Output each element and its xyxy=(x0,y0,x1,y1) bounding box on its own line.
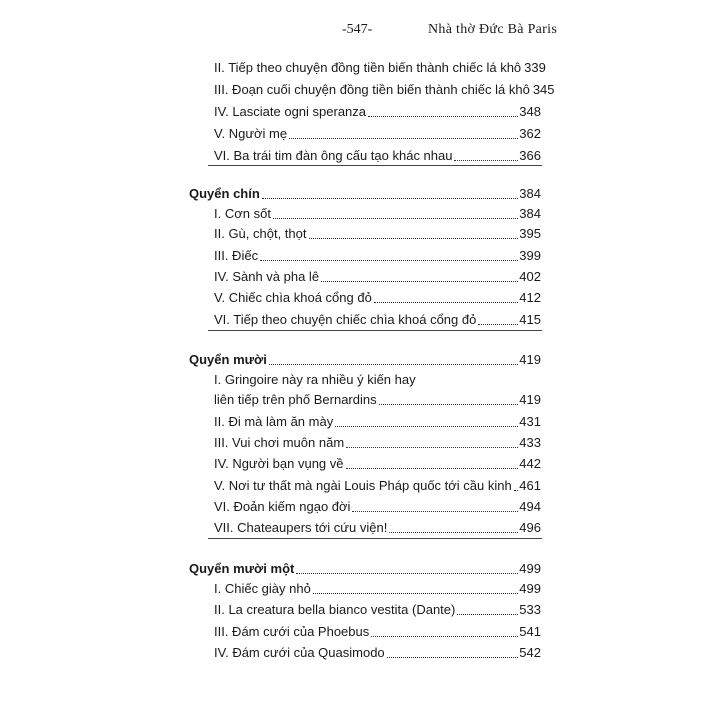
toc-entry xyxy=(214,54,546,76)
toc-entry-title: II. La creatura bella bianco vestita (Dante) xyxy=(214,602,456,617)
toc-entry xyxy=(214,284,541,306)
toc-entry-title: I. Cơn sốt xyxy=(214,206,271,221)
book-page: 419 xyxy=(519,352,541,367)
toc-entry-title: IV. Sành và pha lê xyxy=(214,269,320,284)
toc-entry-page: 419 xyxy=(519,392,541,407)
toc-entry xyxy=(214,120,541,142)
book-page: 499 xyxy=(519,561,541,576)
toc-entry-page: 362 xyxy=(519,126,541,141)
toc-entry xyxy=(214,639,541,661)
toc-entry-page: 415 xyxy=(519,312,541,327)
toc-entry xyxy=(214,493,541,515)
leader-dots xyxy=(273,217,518,219)
book-title: Quyển mười một xyxy=(189,561,295,576)
toc-entry-page: 402 xyxy=(519,269,541,284)
page-number: -547- xyxy=(342,22,373,37)
leader-dots xyxy=(387,656,519,658)
toc-entry-title: II. Đi mà làm ăn mày xyxy=(214,414,334,429)
toc-entry-title: VII. Chateaupers tới cứu viện! xyxy=(214,520,388,535)
toc-entry xyxy=(214,575,541,597)
toc-entry-title: III. Vui chơi muôn năm xyxy=(214,435,345,450)
leader-dots xyxy=(296,572,518,574)
toc-entry-title: IV. Người bạn vụng về xyxy=(214,456,344,471)
toc-entry xyxy=(214,596,541,618)
leader-dots xyxy=(313,592,518,594)
toc-entry xyxy=(214,220,541,242)
section-divider xyxy=(208,330,542,331)
toc-entry xyxy=(214,242,541,264)
toc-entry-title: IV. Lasciate ogni speranza xyxy=(214,104,367,119)
section-divider xyxy=(208,165,542,166)
toc-entry-title: liên tiếp trên phố Bernardins xyxy=(214,392,377,407)
book-page: 384 xyxy=(519,186,541,201)
toc-entry-page: 494 xyxy=(519,499,541,514)
leader-dots xyxy=(262,197,519,199)
toc-entry xyxy=(214,472,541,494)
toc-entry xyxy=(214,514,541,536)
toc-entry-page: 461 xyxy=(519,478,541,493)
toc-entry-page: 541 xyxy=(519,624,541,639)
toc-entry xyxy=(214,386,541,408)
toc-entry-page: 339 xyxy=(524,60,546,75)
toc-entry xyxy=(214,142,541,164)
toc-entry-page: 345 xyxy=(532,82,555,97)
toc-entry xyxy=(214,450,541,472)
leader-dots xyxy=(335,425,518,427)
book-title: Quyển mười xyxy=(189,352,267,367)
toc-entry-title: VI. Tiếp theo chuyện chiếc chìa khoá cổng đỏ xyxy=(214,312,477,327)
toc-entry-title: IV. Đám cưới của Quasimodo xyxy=(214,645,385,660)
toc-entry xyxy=(214,306,541,328)
toc-entry-title: V. Nơi tư thất mà ngài Louis Pháp quốc tới cầu kinh xyxy=(214,478,512,493)
leader-dots xyxy=(269,363,518,365)
toc-entry-page: 431 xyxy=(519,414,541,429)
toc-entry-page: 433 xyxy=(519,435,541,450)
toc-entry-title: VI. Ba trái tim đàn ông cấu tạo khác nhau xyxy=(214,148,453,163)
section-divider xyxy=(208,538,542,539)
leader-dots xyxy=(368,115,518,117)
leader-dots xyxy=(457,613,518,615)
leader-dots xyxy=(260,259,518,261)
toc-entry-page: 412 xyxy=(519,290,541,305)
toc-entry-page: 399 xyxy=(519,248,541,263)
leader-dots xyxy=(379,403,519,405)
toc-entry-page: 542 xyxy=(519,645,541,660)
toc-entry-title: II. Tiếp theo chuyện đồng tiền biến thành chiếc lá khô xyxy=(214,60,522,75)
toc-entry xyxy=(214,429,541,451)
toc-entry-title: V. Người mẹ xyxy=(214,126,288,141)
toc-entry-page: 496 xyxy=(519,520,541,535)
leader-dots xyxy=(374,301,519,303)
leader-dots xyxy=(321,280,518,282)
toc-entry-page: 499 xyxy=(519,581,541,596)
toc-entry xyxy=(214,263,541,285)
running-title: Nhà thờ Đức Bà Paris xyxy=(428,22,558,37)
leader-dots xyxy=(371,635,518,637)
toc-entry-page: 395 xyxy=(519,226,541,241)
leader-dots xyxy=(514,489,519,491)
toc-entry-page: 366 xyxy=(519,148,541,163)
toc-entry-page: 348 xyxy=(519,104,541,119)
leader-dots xyxy=(389,531,518,533)
toc-entry-line xyxy=(214,366,541,388)
leader-dots xyxy=(478,323,518,325)
leader-dots xyxy=(352,510,518,512)
toc-entry-title: V. Chiếc chìa khoá cổng đỏ xyxy=(214,290,372,305)
book-title: Quyển chín xyxy=(189,186,260,201)
leader-dots xyxy=(346,467,519,469)
toc-entry-title: I. Gringoire này ra nhiều ý kiến hay xyxy=(214,372,416,387)
toc-entry-page: 442 xyxy=(519,456,541,471)
toc-entry-page: 533 xyxy=(519,602,541,617)
toc-entry-title: III. Đám cưới của Phoebus xyxy=(214,624,370,639)
toc-entry-page: 384 xyxy=(519,206,541,221)
leader-dots xyxy=(346,446,518,448)
toc-entry xyxy=(214,76,555,98)
toc-entry xyxy=(214,408,541,430)
leader-dots xyxy=(309,237,519,239)
toc-entry-title: III. Điếc xyxy=(214,248,259,263)
book-heading xyxy=(189,555,541,577)
toc-entry xyxy=(214,200,541,222)
book-heading xyxy=(189,346,541,368)
toc-entry-title: II. Gù, chột, thọt xyxy=(214,226,307,241)
book-heading xyxy=(189,180,541,202)
leader-dots xyxy=(454,159,518,161)
toc-entry xyxy=(214,618,541,640)
toc-entry-title: III. Đoạn cuối chuyện đồng tiền biến thành chiếc lá khô xyxy=(214,82,530,97)
toc-entry-title: VI. Đoản kiếm ngạo đời xyxy=(214,499,351,514)
toc-entry-title: I. Chiếc giày nhỏ xyxy=(214,581,311,596)
toc-entry xyxy=(214,98,541,120)
leader-dots xyxy=(289,137,518,139)
